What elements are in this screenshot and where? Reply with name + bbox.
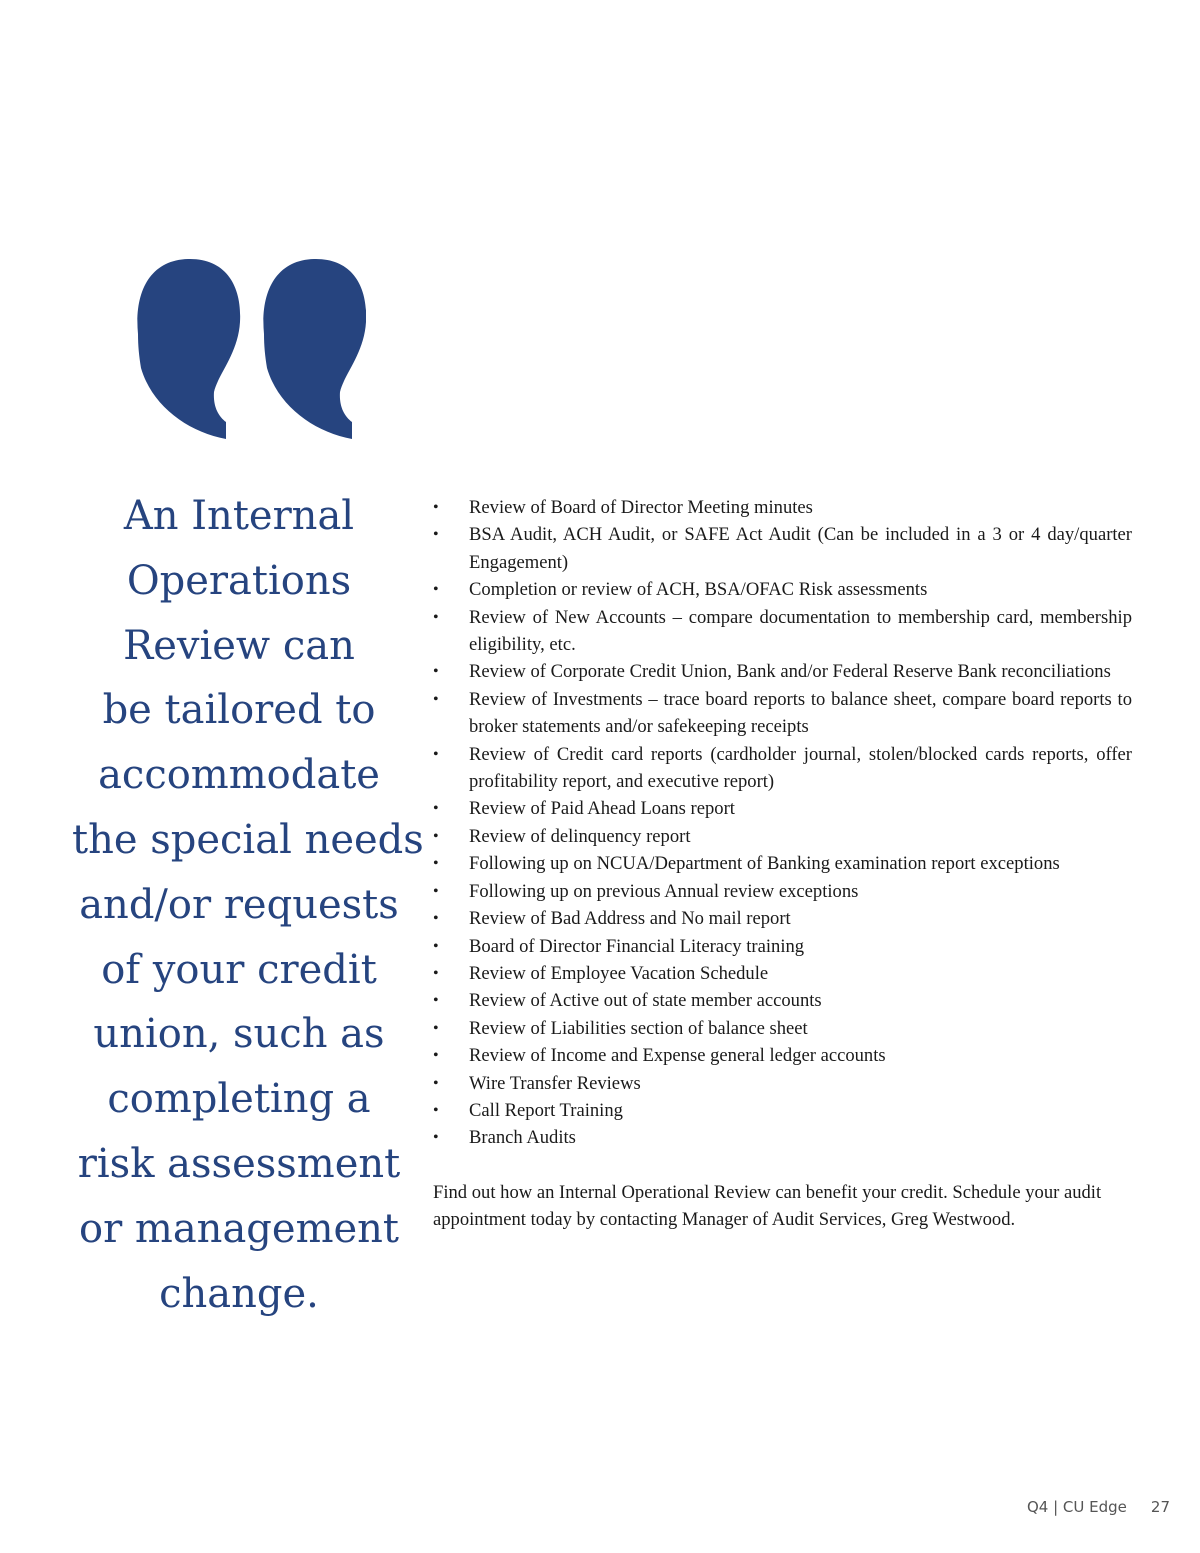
publication-name: Q4 | CU Edge bbox=[1026, 1498, 1127, 1516]
pull-quote-line: accommodate bbox=[98, 752, 380, 799]
quotation-mark-icon bbox=[134, 256, 366, 440]
main-content bbox=[433, 494, 1132, 1234]
list-item: • Review of Active out of state member accounts bbox=[433, 987, 1132, 1014]
pull-quote-line: and/or requests bbox=[79, 881, 399, 928]
pull-quote-line: risk assessment bbox=[77, 1140, 401, 1187]
list-item: • Review of Credit card reports (cardholder journal, stolen/blocked cards reports, offer profitability report, and executive report) bbox=[433, 741, 1132, 796]
pull-quote-line: of your credit bbox=[101, 946, 377, 993]
list-item: • Review of Investments – trace board reports to balance sheet, compare board reports to broker statements and/or safekeeping receipts bbox=[433, 686, 1132, 741]
pull-quote-line: change. bbox=[159, 1270, 319, 1317]
pull-quote-line: An Internal bbox=[123, 493, 355, 539]
pull-quote-line: union, such as bbox=[93, 1011, 385, 1058]
list-item: • Review of Bad Address and No mail report bbox=[433, 905, 1132, 932]
list-item: • Review of Paid Ahead Loans report bbox=[433, 795, 1132, 822]
list-item: • Board of Director Financial Literacy training bbox=[433, 933, 1132, 960]
list-item: • Review of New Accounts – compare documentation to membership card, membership eligibility, etc. bbox=[433, 604, 1132, 659]
list-item: • Review of Corporate Credit Union, Bank and/or Federal Reserve Bank reconciliations bbox=[433, 658, 1132, 685]
list-item: • Review of Income and Expense general ledger accounts bbox=[433, 1042, 1132, 1069]
pull-quote-line: Operations bbox=[126, 557, 352, 604]
list-item: • BSA Audit, ACH Audit, or SAFE Act Audit (Can be included in a 3 or 4 day/quarter Engagement) bbox=[433, 521, 1132, 576]
page-number: 27 bbox=[1150, 1498, 1170, 1516]
pull-quote-line: or management bbox=[78, 1205, 400, 1252]
call-to-action-paragraph: Find out how an Internal Operational Review can benefit your credit. Schedule your audit appointment today by contacting Manager of Audit Services, Greg Westwood. bbox=[433, 1181, 1102, 1231]
pull-quote-line: completing a bbox=[107, 1076, 371, 1123]
list-item: • Review of Liabilities section of balance sheet bbox=[433, 1015, 1132, 1042]
pull-quote-line: be tailored to bbox=[102, 687, 376, 734]
list-item: • Branch Audits bbox=[433, 1124, 1132, 1151]
list-item: • Review of Board of Director Meeting minutes bbox=[433, 494, 1132, 521]
page-footer bbox=[1027, 1498, 1170, 1516]
list-item: • Completion or review of ACH, BSA/OFAC Risk assessments bbox=[433, 576, 1132, 603]
list-item: • Review of delinquency report bbox=[433, 823, 1132, 850]
pull-quote-line: the special needs bbox=[72, 816, 424, 863]
pull-quote bbox=[72, 484, 424, 1326]
list-item: • Review of Employee Vacation Schedule bbox=[433, 960, 1132, 987]
review-items-list bbox=[433, 494, 1132, 1152]
list-item: • Following up on previous Annual review exceptions bbox=[433, 878, 1132, 905]
list-item: • Following up on NCUA/Department of Banking examination report exceptions bbox=[433, 850, 1132, 877]
list-item: • Call Report Training bbox=[433, 1097, 1132, 1124]
pull-quote-line: Review can bbox=[123, 622, 355, 669]
list-item: • Wire Transfer Reviews bbox=[433, 1070, 1132, 1097]
